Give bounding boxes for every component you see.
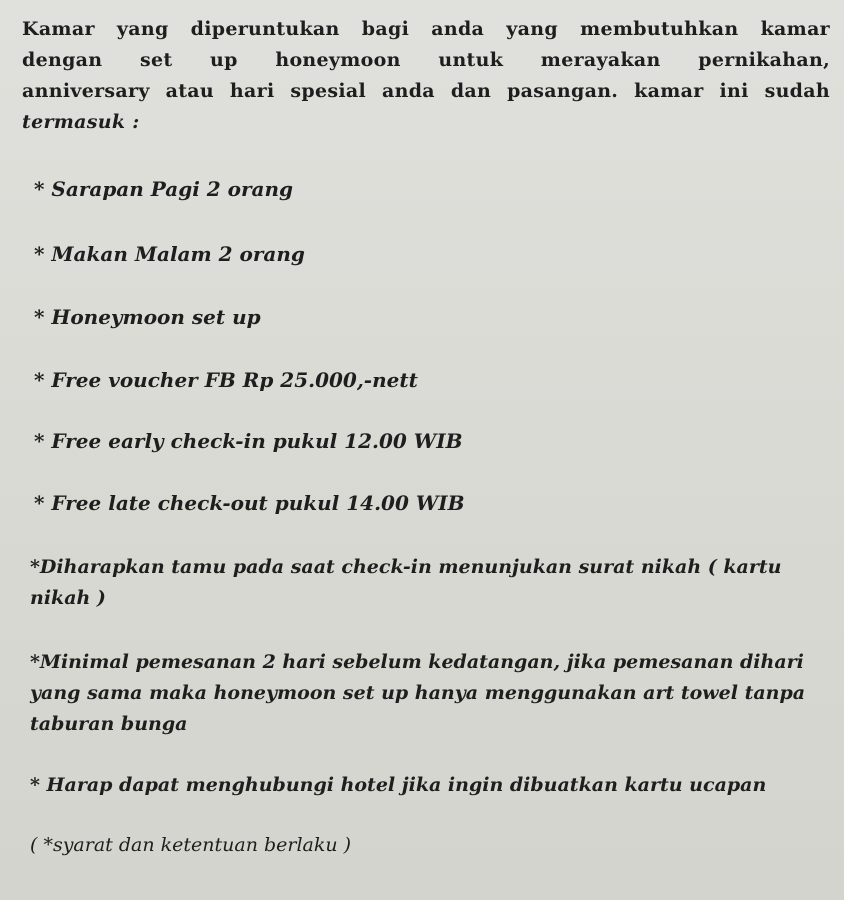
- intro-line: dengan set up honeymoon untuk merayakan pernikahan,: [22, 49, 830, 71]
- intro-line: anniversary atau hari spesial anda dan pasangan. kamar ini sudah: [22, 80, 830, 102]
- note-item: * Harap dapat menghubungi hotel jika ingin dibuatkan kartu ucapan: [30, 774, 767, 796]
- note-item: *Diharapkan tamu pada saat check-in menunjukan surat nikah ( kartu nikah ): [30, 556, 782, 609]
- intro-paragraph: [22, 14, 830, 138]
- note-item: *Minimal pemesanan 2 hari sebelum kedatangan, jika pemesanan dihari yang sama maka honeymoon set up hanya menggunakan art towel tanpa taburan bunga: [30, 651, 806, 735]
- inclusion-item: * Sarapan Pagi 2 orang: [34, 177, 294, 201]
- inclusion-item: * Makan Malam 2 orang: [34, 242, 305, 266]
- inclusion-item: * Free voucher FB Rp 25.000,-nett: [34, 368, 418, 392]
- inclusion-item: * Free early check-in pukul 12.00 WIB: [34, 429, 463, 453]
- inclusion-item: * Free late check-out pukul 14.00 WIB: [34, 491, 465, 515]
- intro-line: Kamar yang diperuntukan bagi anda yang membutuhkan kamar: [22, 18, 830, 40]
- inclusion-item: * Honeymoon set up: [34, 305, 261, 329]
- intro-line: termasuk :: [22, 111, 140, 133]
- terms-footer: ( *syarat dan ketentuan berlaku ): [30, 834, 352, 856]
